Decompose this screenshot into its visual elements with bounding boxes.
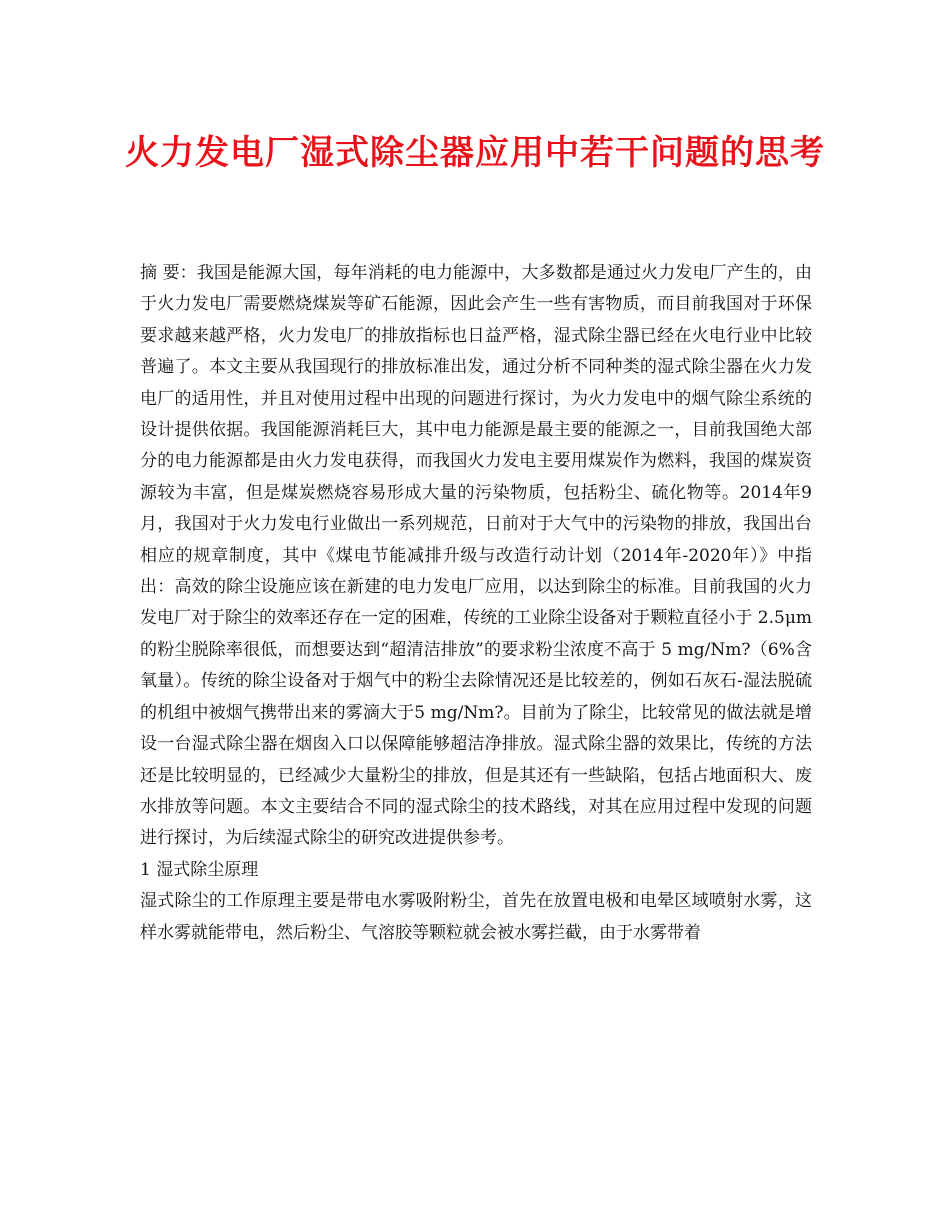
section-1-heading: 1 湿式除尘原理: [140, 859, 259, 880]
document-body: [140, 258, 812, 949]
abstract-paragraph: 摘 要：我国是能源大国，每年消耗的电力能源中，大多数都是通过火力发电厂产生的，由于火力发电厂需要燃烧煤炭等矿石能源，因此会产生一些有害物质，而目前我国对于环保要求越来越严格，火力发电厂的排放指标也日益严格，湿式除尘器已经在火电行业中比较普遍了。本文主要从我国现行的排放标准出发，通过分析不同种类的湿式除尘器在火力发电厂的适用性，并且对使用过程中出现的问题进行探讨，为火力发电中的烟气除尘系统的设计提供依据。我国能源消耗巨大，其中电力能源是最主要的能源之一，目前我国绝大部分的电力能源都是由火力发电获得，而我国火力发电主要用煤炭作为燃料，我国的煤炭资源较为丰富，但是煤炭燃烧容易形成大量的污染物质，包括粉尘、硫化物等。2014年9月，我国对于火力发电行业做出一系列规范，日前对于大气中的污染物的排放，我国出台相应的规章制度，其中《煤电节能减排升级与改造行动计划（2014年-2020年）》中指出：高效的除尘设施应该在新建的电力发电厂应用，以达到除尘的标准。目前我国的火力发电厂对于除尘的效率还存在一定的困难，传统的工业除尘设备对于颗粒直径小于 2.5μm的粉尘脱除率很低，而想要达到“超清洁排放”的要求粉尘浓度不高于 5 mg/Nm?（6%含氧量）。传统的除尘设备对于烟气中的粉尘去除情况还是比较差的，例如石灰石-湿法脱硫的机组中被烟气携带出来的雾滴大于5 mg/Nm?。目前为了除尘，比较常见的做法就是增设一台湿式除尘器在烟囱入口以保障能够超洁净排放。湿式除尘器的效果比，传统的方法还是比较明显的，已经减少大量粉尘的排放，但是其还有一些缺陷，包括占地面积大、废水排放等问题。本文主要结合不同的湿式除尘的技术路线，对其在应用过程中发现的问题进行探讨，为后续湿式除尘的研究改进提供参考。: [140, 263, 812, 849]
section-1-paragraph: 湿式除尘的工作原理主要是带电水雾吸附粉尘，首先在放置电极和电晕区域喷射水雾，这样水雾就能带电，然后粉尘、气溶胶等颗粒就会被水雾拦截，由于水雾带着: [140, 891, 812, 943]
document-title: 火力发电厂湿式除尘器应用中若干问题的思考: [125, 133, 825, 173]
